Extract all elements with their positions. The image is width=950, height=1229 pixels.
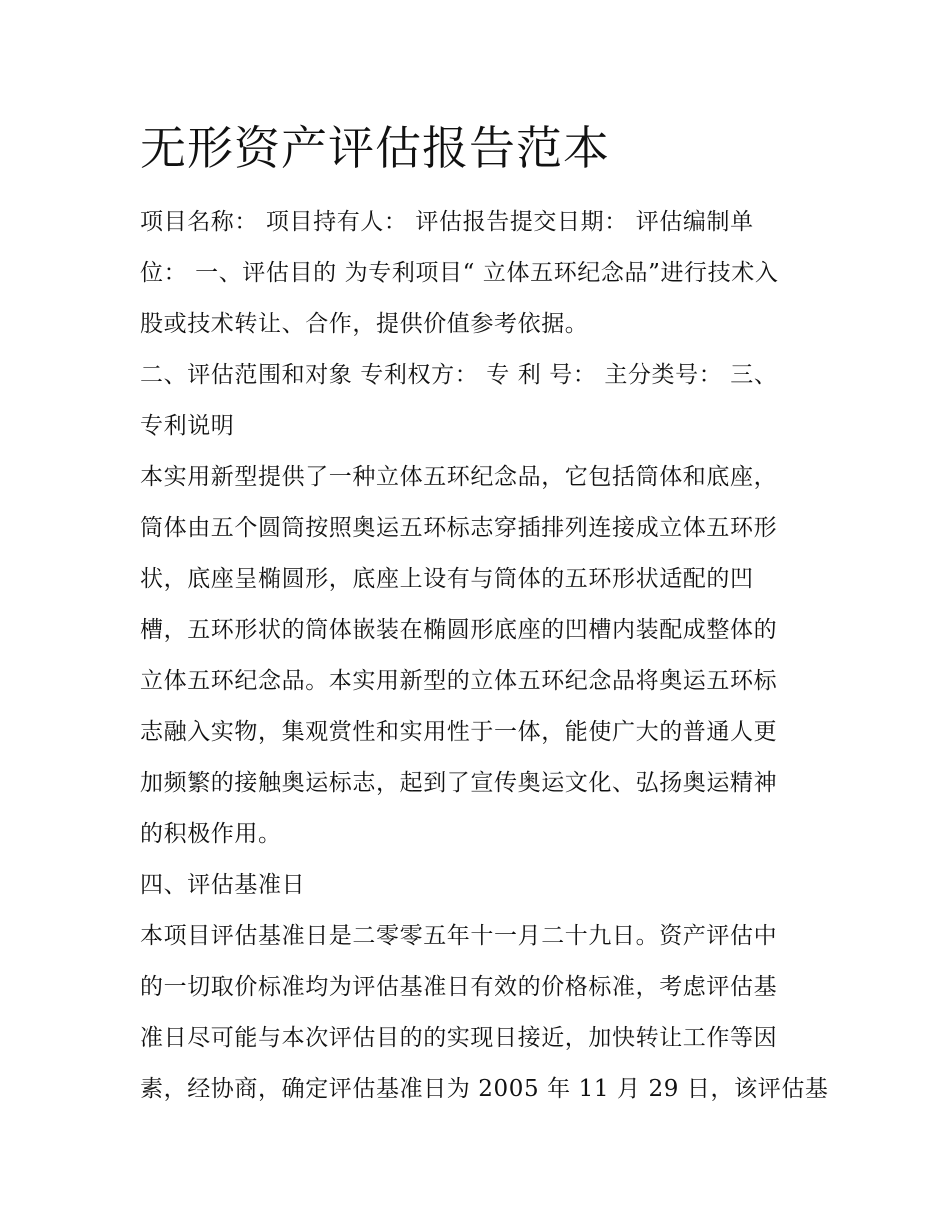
text-line: 状，底座呈椭圆形，底座上设有与筒体的五环形状适配的凹	[140, 566, 754, 592]
text-line: 本项目评估基准日是二零零五年十一月二十九日。资产评估中	[140, 923, 778, 949]
text-line: 素，经协商，确定评估基准日为 2005 年 11 月 29 日，该评估基	[140, 1076, 829, 1102]
text-line: 股或技术转让、合作，提供价值参考依据。	[140, 311, 589, 337]
text-line: 槽，五环形状的筒体嵌装在椭圆形底座的凹槽内装配成整体的	[140, 617, 778, 643]
section-heading-line: 四、评估基准日	[140, 872, 306, 898]
text-line: 的一切取价标准均为评估基准日有效的价格标准，考虑评估基	[140, 974, 778, 1000]
text-line: 立体五环纪念品。本实用新型的立体五环纪念品将奥运五环标	[140, 668, 778, 694]
text-line: 项目名称： 项目持有人： 评估报告提交日期： 评估编制单	[140, 209, 754, 235]
text-line: 的积极作用。	[140, 821, 282, 847]
text-line: 志融入实物，集观赏性和实用性于一体，能使广大的普通人更	[140, 719, 778, 745]
document-body	[140, 197, 829, 1115]
text-line: 位： 一、评估目的 为专利项目“ 立体五环纪念品”进行技术入	[140, 260, 779, 286]
text-line: 筒体由五个圆筒按照奥运五环标志穿插排列连接成立体五环形	[140, 515, 778, 541]
section-heading-line: 专利说明	[140, 413, 235, 439]
text-line: 本实用新型提供了一种立体五环纪念品，它包括筒体和底座，	[140, 464, 778, 490]
document-title: 无形资产评估报告范本	[140, 121, 610, 175]
text-line: 准日尽可能与本次评估目的的实现日接近，加快转让工作等因	[140, 1025, 778, 1051]
section-heading-line: 二、评估范围和对象 专利权方： 专 利 号： 主分类号： 三、	[140, 362, 778, 388]
text-line: 加频繁的接触奥运标志，起到了宣传奥运文化、弘扬奥运精神	[140, 770, 778, 796]
